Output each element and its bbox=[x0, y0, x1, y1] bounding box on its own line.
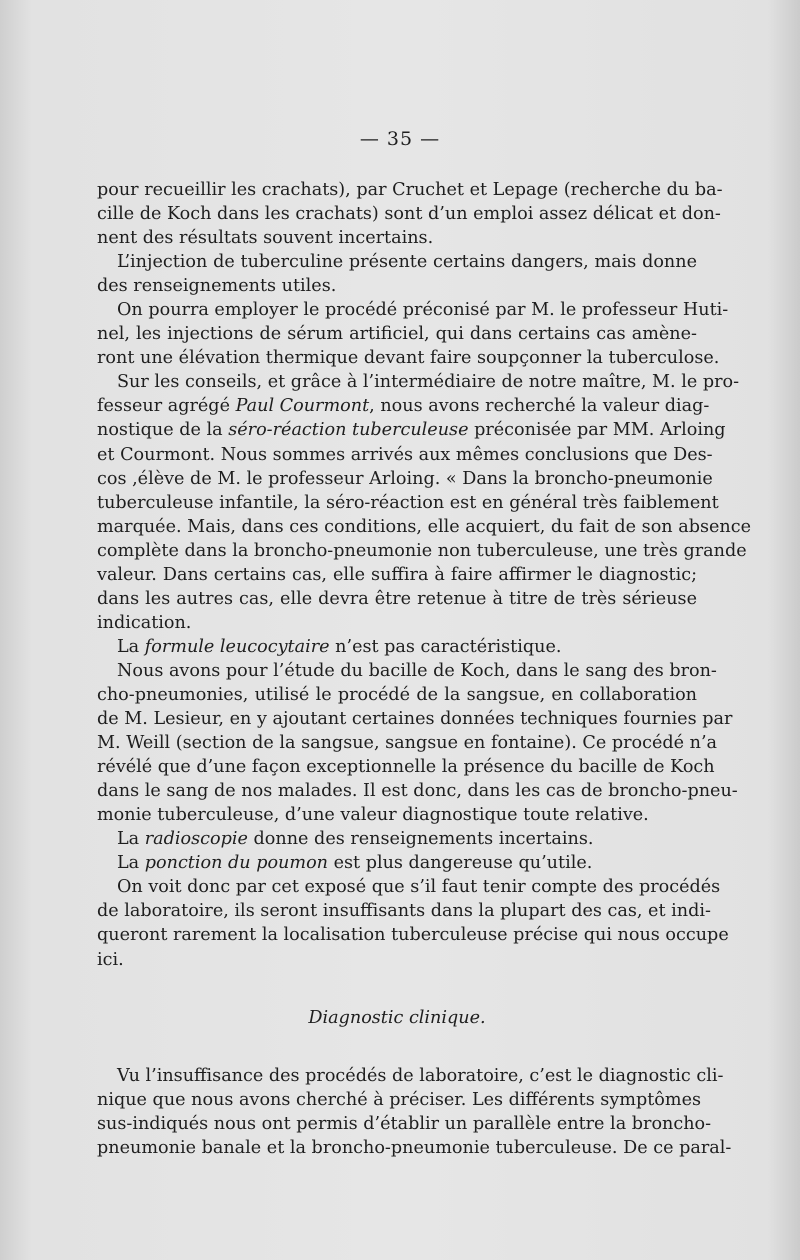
section-text bbox=[97, 1064, 732, 1160]
page-number: — 35 — bbox=[359, 128, 441, 150]
text-line: Vu l’insuffisance des procédés de laboratoire, c’est le diagnostic cli- bbox=[117, 1065, 724, 1086]
paragraph bbox=[97, 178, 723, 250]
text-line: pneumonie banale et la broncho-pneumonie tuberculeuse. De ce paral- bbox=[97, 1137, 732, 1158]
paragraph bbox=[97, 1064, 732, 1160]
text-line: des renseignements utiles. bbox=[97, 276, 337, 297]
text-line: révélé que d’une façon exceptionnelle la présence du bacille de Koch bbox=[97, 757, 715, 778]
text-line: de M. Lesieur, en y ajoutant certaines données techniques fournies par bbox=[97, 709, 733, 730]
text-line: nent des résultats souvent incertains. bbox=[97, 228, 434, 249]
text-line: dans le sang de nos malades. Il est donc, dans les cas de broncho-pneu- bbox=[97, 781, 738, 802]
text-line: monie tuberculeuse, d’une valeur diagnostique toute relative. bbox=[97, 805, 649, 826]
text-line: complète dans la broncho-pneumonie non tuberculeuse, une très grande bbox=[97, 540, 747, 561]
paragraph bbox=[97, 827, 697, 851]
section-heading: Diagnostic clinique. bbox=[308, 1007, 486, 1028]
text-line: pour recueillir les crachats), par Cruchet et Lepage (recherche du ba- bbox=[97, 180, 723, 200]
paragraph bbox=[97, 250, 697, 298]
text-line: tuberculeuse infantile, la séro-réaction est en général très faiblement bbox=[97, 492, 719, 513]
text-line: de laboratoire, ils seront insuffisants dans la plupart des cas, et indi- bbox=[97, 901, 711, 922]
paragraph bbox=[97, 875, 729, 971]
text-line: cille de Koch dans les crachats) sont d’un emploi assez délicat et don- bbox=[97, 204, 721, 225]
body-text bbox=[97, 178, 752, 972]
text-line: indication. bbox=[97, 612, 192, 633]
text-line: queront rarement la localisation tuberculeuse précise qui nous occupe bbox=[97, 925, 729, 946]
paragraph bbox=[97, 298, 729, 370]
text-line: La ponction du poumon est plus dangereuse qu’utile. bbox=[117, 853, 593, 874]
text-line: M. Weill (section de la sangsue, sangsue en fontaine). Ce procédé n’a bbox=[97, 733, 718, 754]
text-line: On voit donc par cet exposé que s’il faut tenir compte des procédés bbox=[117, 877, 721, 898]
paragraph bbox=[97, 370, 752, 635]
text-line: valeur. Dans certains cas, elle suffira à faire affirmer le diagnostic; bbox=[97, 564, 697, 585]
text-line: Sur les conseils, et grâce à l’intermédiaire de notre maître, M. le pro- bbox=[117, 372, 740, 393]
text-line: La radioscopie donne des renseignements incertains. bbox=[117, 829, 594, 850]
text-line: fesseur agrégé Paul Courmont, nous avons recherché la valeur diag- bbox=[97, 396, 710, 417]
paragraph bbox=[97, 635, 697, 659]
text-line: nique que nous avons cherché à préciser. Les différents symptômes bbox=[97, 1089, 702, 1110]
text-line: La formule leucocytaire n’est pas caractéristique. bbox=[117, 636, 562, 657]
text-line: cos ,élève de M. le professeur Arloing. « Dans la broncho-pneumonie bbox=[97, 468, 713, 489]
page-text bbox=[97, 178, 752, 1160]
text-line: On pourra employer le procédé préconisé par M. le professeur Huti- bbox=[117, 300, 729, 321]
text-line: dans les autres cas, elle devra être retenue à titre de très sérieuse bbox=[97, 588, 697, 609]
text-line: marquée. Mais, dans ces conditions, elle acquiert, du fait de son absence bbox=[97, 516, 752, 537]
text-line: ront une élévation thermique devant faire soupçonner la tuberculose. bbox=[97, 348, 720, 369]
paragraph bbox=[97, 851, 697, 875]
text-line: L’injection de tuberculine présente certains dangers, mais donne bbox=[117, 252, 697, 273]
text-line: sus-indiqués nous ont permis d’établir un parallèle entre la broncho- bbox=[97, 1113, 712, 1134]
text-line: nel, les injections de sérum artificiel, qui dans certains cas amène- bbox=[97, 324, 697, 345]
text-line: et Courmont. Nous sommes arrivés aux mêmes conclusions que Des- bbox=[97, 444, 713, 465]
text-line: Nous avons pour l’étude du bacille de Koch, dans le sang des bron- bbox=[117, 660, 717, 681]
text-line: nostique de la séro-réaction tuberculeuse préconisée par MM. Arloing bbox=[97, 420, 726, 441]
paragraph bbox=[97, 659, 738, 827]
text-line: ici. bbox=[97, 949, 124, 970]
text-line: cho-pneumonies, utilisé le procédé de la sangsue, en collaboration bbox=[97, 684, 697, 705]
